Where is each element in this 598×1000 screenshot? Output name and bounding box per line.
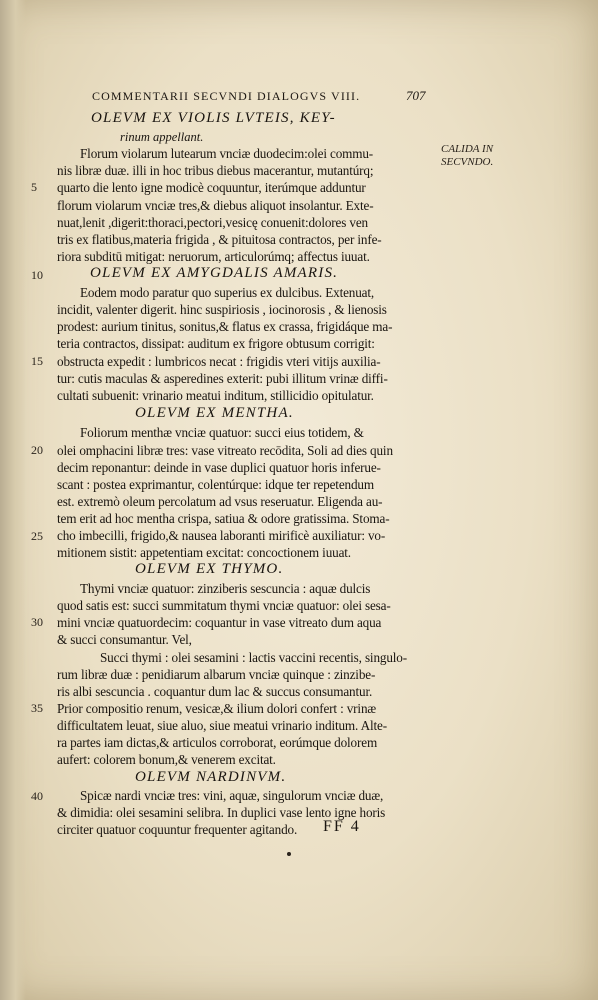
text-line: obstructa expedit : lumbricos necat : frigidis vteri vitijs auxilia-: [57, 354, 381, 369]
text-line: scant : postea exprimantur, colentúrque: idque ter repetendum: [57, 477, 374, 492]
section-heading: OLEVM EX VIOLIS LVTEIS, KEY-: [91, 110, 336, 126]
text-line: mini vnciæ quatuordecim: coquantur in vase vitreato dum aqua: [57, 615, 382, 630]
signature-mark: FF 4: [323, 818, 361, 835]
text-line: ra partes iam dictas,& articulos corroborat, eorúmque dolorem: [57, 735, 378, 750]
line-number: 40: [31, 789, 43, 803]
ink-dot: [287, 852, 291, 856]
page-number: 707: [406, 88, 426, 103]
margin-note: [441, 143, 551, 169]
text-line: difficultatem leuat, siue aluo, siue meatui vrinario inditum. Alte-: [57, 718, 387, 733]
line-number: 10: [31, 268, 43, 282]
text-line: & dimidia: olei sesamini selibra. In duplici vase lento igne horis: [57, 805, 386, 820]
margin-note-line: SECVNDO.: [441, 156, 494, 168]
text-line: circiter quatuor coquuntur frequenter agitando.: [57, 822, 298, 837]
text-line: Prior compositio renum, vesicæ,& ilium dolori confert : vrinæ: [57, 701, 377, 716]
text-line: prodest: aurium tinitus, sonitus,& flatus ex crassa, frigidáque ma-: [57, 319, 393, 334]
text-line: tur: cutis maculas & asperedines exterit: pubi illitum vrinæ diffi-: [57, 371, 388, 386]
text-line: rum libræ duæ : penidiarum albarum vnciæ quinque : zinzibe-: [57, 667, 376, 682]
section-subheading: rinum appellant.: [120, 130, 204, 144]
text-line: decim reponantur: deinde in vase duplici quatuor horis inferue-: [57, 460, 381, 475]
text-line: tris ex flatibus,materia frigida , & pituitosa contractos, per infe-: [57, 232, 382, 247]
text-line: nuat,lenit ,digerit:thoraci,pectori,vesicę conuenit:dolores ven: [57, 215, 368, 230]
text-line: Thymi vnciæ quatuor: zinziberis sescuncia : aquæ dulcis: [80, 581, 371, 596]
text-line: olei omphacini libræ tres: vase vitreato recōdita, Soli ad dies quin: [57, 443, 393, 458]
line-number: 15: [31, 354, 43, 368]
text-line: teria contractos, dissipat: auditum ex frigore obtusum corrigit:: [57, 336, 375, 351]
text-line: quarto die lento igne modicè coquuntur, iterúmque adduntur: [57, 180, 366, 195]
text-line: mitionem sistit: appetentiam excitat: concoctionem iuuat.: [57, 545, 351, 560]
text-line: Eodem modo paratur quo superius ex dulcibus. Extenuat,: [80, 285, 375, 300]
text-line: tem erit ad hoc mentha crispa, satiua & odore gratissima. Stoma-: [57, 511, 390, 526]
line-number: 5: [31, 180, 37, 194]
text-line: aufert: colorem bonum,& venerem excitat.: [57, 752, 276, 767]
section-heading: OLEVM NARDINVM.: [135, 769, 287, 785]
margin-note-line: CALIDA IN: [441, 143, 494, 155]
text-line: & succi consumantur. Vel,: [57, 632, 192, 647]
line-number: 25: [31, 529, 43, 543]
section-heading: OLEVM EX THYMO.: [135, 561, 284, 577]
text-line: florum violarum vnciæ tres,& diebus aliquot insolantur. Exte-: [57, 198, 374, 213]
section-heading: OLEVM EX AMYGDALIS AMARIS.: [90, 265, 339, 281]
text-line: Succi thymi : olei sesamini : lactis vaccini recentis, singulo-: [100, 650, 407, 665]
text-line: incidit, valenter digerit. hinc suspiriosis , iocinorosis , & lienosis: [57, 302, 387, 317]
text-line: riora subditū mitigat: neruorum, articulorúmq; affectus iuuat.: [57, 249, 370, 264]
text-line: cultati subuenit: vrinario meatui inditum, stillicidio opitulatur.: [57, 388, 374, 403]
line-number: 20: [31, 443, 43, 457]
line-number: 35: [31, 701, 43, 715]
text-line: Spicæ nardi vnciæ tres: vini, aquæ, singulorum vnciæ duæ,: [80, 788, 384, 803]
text-line: ris albi sescuncia . coquantur dum lac & succus consumantur.: [57, 684, 373, 699]
text-line: Florum violarum lutearum vnciæ duodecim:olei commu-: [80, 146, 374, 161]
text-line: cho imbecilli, frigido,& nausea laboranti mirificè auxiliatur: vo-: [57, 528, 386, 543]
page-spine-shadow: [0, 0, 26, 1000]
text-line: nis libræ duæ. illi in hoc tribus diebus macerantur, mutantúrq;: [57, 163, 374, 178]
text-line: Foliorum menthæ vnciæ quatuor: succi eius totidem, &: [80, 425, 364, 440]
section-heading: OLEVM EX MENTHA.: [135, 405, 294, 421]
text-line: est. extremò oleum percolatum ad vsus reseruatur. Eligenda au-: [57, 494, 383, 509]
text-line: quod satis est: succi summitatum thymi vnciæ quatuor: olei sesa-: [57, 598, 391, 613]
line-number: 30: [31, 615, 43, 629]
running-title: COMMENTARII SECVNDI DIALOGVS VIII.: [92, 89, 361, 103]
